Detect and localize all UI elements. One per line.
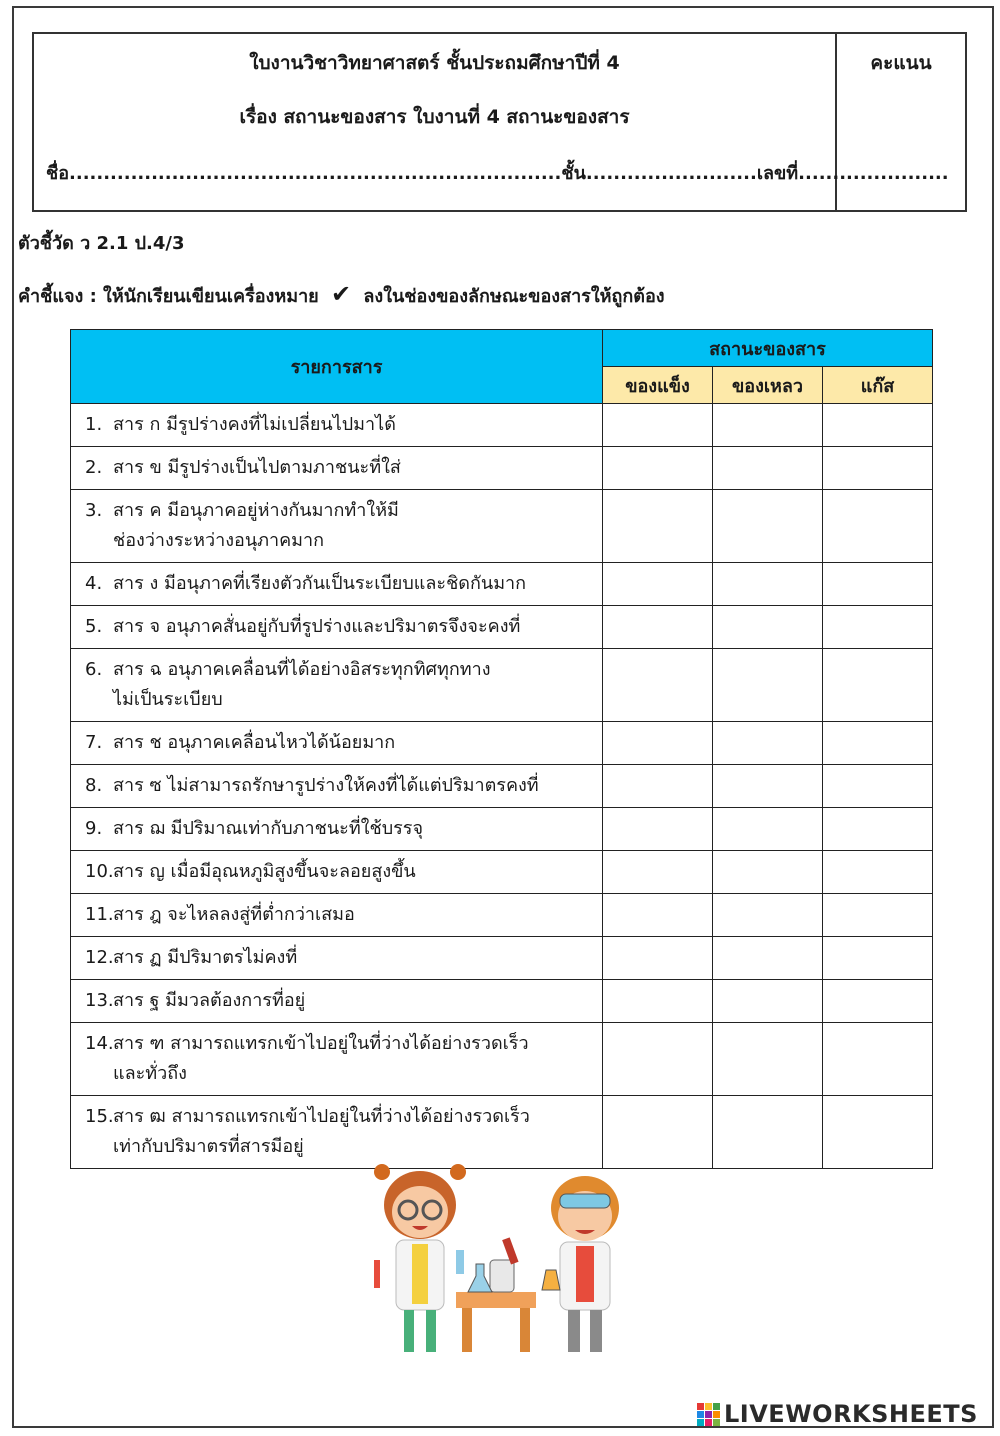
row-statement: สาร ก มีรูปร่างคงที่ไม่เปลี่ยนไปมาได้ bbox=[113, 414, 396, 435]
row-item-line bbox=[85, 569, 592, 599]
row-item-text bbox=[71, 404, 603, 447]
row-item-text bbox=[71, 490, 603, 563]
liveworksheets-logo[interactable] bbox=[697, 1400, 978, 1428]
col-items-header: รายการสาร bbox=[71, 330, 603, 404]
answer-box-gas[interactable] bbox=[823, 1096, 933, 1169]
answer-box-gas[interactable] bbox=[823, 606, 933, 649]
answer-box-solid[interactable] bbox=[603, 649, 713, 722]
answer-box-liquid[interactable] bbox=[713, 851, 823, 894]
answer-box-liquid[interactable] bbox=[713, 606, 823, 649]
row-number: 13. bbox=[85, 990, 114, 1011]
row-item-line bbox=[85, 728, 592, 758]
answer-box-gas[interactable] bbox=[823, 404, 933, 447]
row-item-line bbox=[85, 612, 592, 642]
worksheet-subtitle: เรื่อง สถานะของสาร ใบงานที่ 4 สถานะของสาร bbox=[239, 106, 630, 128]
answer-box-liquid[interactable] bbox=[713, 649, 823, 722]
row-item-text bbox=[71, 1096, 603, 1169]
row-item-text bbox=[71, 765, 603, 808]
row-statement-continued: เท่ากับปริมาตรที่สารมีอยู่ bbox=[113, 1136, 304, 1157]
col-gas-header: แก๊ส bbox=[823, 367, 933, 404]
answer-box-gas[interactable] bbox=[823, 490, 933, 563]
logo-square bbox=[713, 1419, 720, 1426]
row-statement-continued: และทั่วถึง bbox=[113, 1063, 187, 1084]
row-number: 14. bbox=[85, 1033, 114, 1054]
logo-square bbox=[705, 1403, 712, 1410]
table-row bbox=[71, 606, 933, 649]
row-item-text bbox=[71, 447, 603, 490]
brand-text: LIVEWORKSHEETS bbox=[724, 1400, 978, 1428]
illustration-svg bbox=[360, 1160, 650, 1370]
row-statement: สาร ฌ มีปริมาณเท่ากับภาชนะที่ใช้บรรจุ bbox=[113, 818, 424, 839]
row-item-text bbox=[71, 722, 603, 765]
table-row bbox=[71, 851, 933, 894]
answer-box-solid[interactable] bbox=[603, 404, 713, 447]
row-item-text bbox=[71, 851, 603, 894]
table-row bbox=[71, 490, 933, 563]
row-item-text bbox=[71, 894, 603, 937]
answer-box-gas[interactable] bbox=[823, 563, 933, 606]
answer-box-liquid[interactable] bbox=[713, 490, 823, 563]
answer-box-liquid[interactable] bbox=[713, 447, 823, 490]
logo-square bbox=[713, 1411, 720, 1418]
logo-square bbox=[697, 1411, 704, 1418]
row-item-line bbox=[85, 410, 592, 440]
row-item-text bbox=[71, 606, 603, 649]
row-statement: สาร ฒ สามารถแทรกเข้าไปอยู่ในที่ว่างได้อย่างรวดเร็ว bbox=[113, 1106, 530, 1127]
row-number: 4. bbox=[85, 573, 103, 594]
row-item-text bbox=[71, 1023, 603, 1096]
row-number: 1. bbox=[85, 414, 103, 435]
col-liquid-header: ของเหลว bbox=[713, 367, 823, 404]
row-item-text bbox=[71, 563, 603, 606]
answer-box-solid[interactable] bbox=[603, 808, 713, 851]
row-item-text bbox=[71, 649, 603, 722]
row-number: 2. bbox=[85, 457, 103, 478]
answer-box-gas[interactable] bbox=[823, 649, 933, 722]
table-row bbox=[71, 1023, 933, 1096]
row-number: 3. bbox=[85, 500, 103, 521]
instruction-before: คำชี้แจง : ให้นักเรียนเขียนเครื่องหมาย bbox=[18, 286, 319, 307]
answer-box-gas[interactable] bbox=[823, 808, 933, 851]
answer-box-gas[interactable] bbox=[823, 851, 933, 894]
answer-box-liquid[interactable] bbox=[713, 808, 823, 851]
answer-box-solid[interactable] bbox=[603, 851, 713, 894]
row-number: 7. bbox=[85, 732, 103, 753]
table-row bbox=[71, 765, 933, 808]
answer-box-solid[interactable] bbox=[603, 490, 713, 563]
row-item-line bbox=[85, 986, 592, 1016]
answer-box-liquid[interactable] bbox=[713, 980, 823, 1023]
row-item-line bbox=[85, 496, 592, 526]
answer-box-solid[interactable] bbox=[603, 722, 713, 765]
row-item-line bbox=[85, 771, 592, 801]
answer-box-liquid[interactable] bbox=[713, 937, 823, 980]
answer-box-gas[interactable] bbox=[823, 765, 933, 808]
row-number: 5. bbox=[85, 616, 103, 637]
row-statement: สาร จ อนุภาคสั่นอยู่กับที่รูปร่างและปริมาตรจึงจะคงที่ bbox=[113, 616, 521, 637]
table-row bbox=[71, 980, 933, 1023]
col-solid-header: ของแข็ง bbox=[603, 367, 713, 404]
row-statement: สาร ฎ จะไหลลงสู่ที่ต่ำกว่าเสมอ bbox=[113, 904, 355, 925]
answer-box-gas[interactable] bbox=[823, 722, 933, 765]
checkmark-icon: ✔ bbox=[331, 280, 352, 308]
row-item-line bbox=[85, 943, 592, 973]
answer-box-solid[interactable] bbox=[603, 1096, 713, 1169]
kids-scientists-illustration bbox=[360, 1160, 650, 1370]
answer-box-liquid[interactable] bbox=[713, 722, 823, 765]
states-table bbox=[70, 329, 933, 1169]
student-info-line[interactable]: ชื่อ........................................................................ชั้น.........................เลขที่...................... bbox=[46, 163, 949, 184]
row-number: 12. bbox=[85, 947, 114, 968]
answer-box-gas[interactable] bbox=[823, 1023, 933, 1096]
row-number: 10. bbox=[85, 861, 114, 882]
answer-box-liquid[interactable] bbox=[713, 404, 823, 447]
logo-square bbox=[697, 1419, 704, 1426]
logo-square bbox=[705, 1419, 712, 1426]
answer-box-solid[interactable] bbox=[603, 447, 713, 490]
row-item-line bbox=[85, 900, 592, 930]
row-statement: สาร ค มีอนุภาคอยู่ห่างกันมากทำให้มี bbox=[113, 500, 399, 521]
table-row bbox=[71, 722, 933, 765]
logo-square bbox=[713, 1403, 720, 1410]
answer-box-solid[interactable] bbox=[603, 765, 713, 808]
row-number: 8. bbox=[85, 775, 103, 796]
row-statement-continued: ไม่เป็นระเบียบ bbox=[113, 689, 223, 710]
row-number: 11. bbox=[85, 904, 114, 925]
answer-box-liquid[interactable] bbox=[713, 894, 823, 937]
row-item-line bbox=[85, 655, 592, 685]
row-statement: สาร ฏ มีปริมาตรไม่คงที่ bbox=[113, 947, 298, 968]
row-statement: สาร ญ เมื่อมีอุณหภูมิสูงขึ้นจะลอยสูงขึ้น bbox=[113, 861, 416, 882]
row-statement: สาร ฑ สามารถแทรกเข้าไปอยู่ในที่ว่างได้อย่างรวดเร็ว bbox=[113, 1033, 529, 1054]
answer-box-gas[interactable] bbox=[823, 980, 933, 1023]
worksheet-header bbox=[32, 32, 967, 212]
instruction-text bbox=[18, 280, 665, 310]
table-row bbox=[71, 937, 933, 980]
answer-box-liquid[interactable] bbox=[713, 765, 823, 808]
table-row bbox=[71, 1096, 933, 1169]
answer-box-solid[interactable] bbox=[603, 563, 713, 606]
indicator-text: ตัวชี้วัด ว 2.1 ป.4/3 bbox=[18, 233, 185, 254]
logo-grid-icon bbox=[697, 1403, 720, 1426]
row-statement: สาร ฉ อนุภาคเคลื่อนที่ได้อย่างอิสระทุกทิศทุกทาง bbox=[113, 659, 491, 680]
row-item-line bbox=[85, 814, 592, 844]
answer-box-solid[interactable] bbox=[603, 937, 713, 980]
row-item-line bbox=[85, 857, 592, 887]
row-item-text bbox=[71, 980, 603, 1023]
table-body bbox=[71, 404, 933, 1169]
row-statement: สาร ง มีอนุภาคที่เรียงตัวกันเป็นระเบียบและชิดกันมาก bbox=[113, 573, 527, 594]
row-statement: สาร ฐ มีมวลต้องการที่อยู่ bbox=[113, 990, 306, 1011]
answer-box-solid[interactable] bbox=[603, 1023, 713, 1096]
row-item-line bbox=[85, 1029, 592, 1059]
instruction-after: ลงในช่องของลักษณะของสารให้ถูกต้อง bbox=[363, 286, 665, 307]
table-row bbox=[71, 894, 933, 937]
table-row bbox=[71, 404, 933, 447]
answer-box-solid[interactable] bbox=[603, 980, 713, 1023]
row-statement-continued: ช่องว่างระหว่างอนุภาคมาก bbox=[113, 530, 325, 551]
table-row bbox=[71, 447, 933, 490]
answer-box-gas[interactable] bbox=[823, 937, 933, 980]
col-state-header: สถานะของสาร bbox=[603, 330, 933, 367]
table-row bbox=[71, 649, 933, 722]
answer-box-gas[interactable] bbox=[823, 447, 933, 490]
row-statement: สาร ซ ไม่สามารถรักษารูปร่างให้คงที่ได้แต่ปริมาตรคงที่ bbox=[113, 775, 539, 796]
answer-box-solid[interactable] bbox=[603, 894, 713, 937]
row-item-text bbox=[71, 937, 603, 980]
worksheet-title: ใบงานวิชาวิทยาศาสตร์ ชั้นประถมศึกษาปีที่ 4 bbox=[249, 52, 620, 74]
row-number: 15. bbox=[85, 1106, 114, 1127]
table-row bbox=[71, 808, 933, 851]
score-label: คะแนน bbox=[870, 52, 932, 74]
answer-box-liquid[interactable] bbox=[713, 1023, 823, 1096]
logo-square bbox=[705, 1411, 712, 1418]
answer-box-gas[interactable] bbox=[823, 894, 933, 937]
answer-box-liquid[interactable] bbox=[713, 563, 823, 606]
row-item-line bbox=[85, 453, 592, 483]
row-statement: สาร ข มีรูปร่างเป็นไปตามภาชนะที่ใส่ bbox=[113, 457, 401, 478]
row-number: 6. bbox=[85, 659, 103, 680]
answer-box-liquid[interactable] bbox=[713, 1096, 823, 1169]
row-item-line bbox=[85, 1102, 592, 1132]
table-row bbox=[71, 563, 933, 606]
row-item-text bbox=[71, 808, 603, 851]
logo-square bbox=[697, 1403, 704, 1410]
answer-box-solid[interactable] bbox=[603, 606, 713, 649]
row-number: 9. bbox=[85, 818, 103, 839]
row-statement: สาร ช อนุภาคเคลื่อนไหวได้น้อยมาก bbox=[113, 732, 396, 753]
